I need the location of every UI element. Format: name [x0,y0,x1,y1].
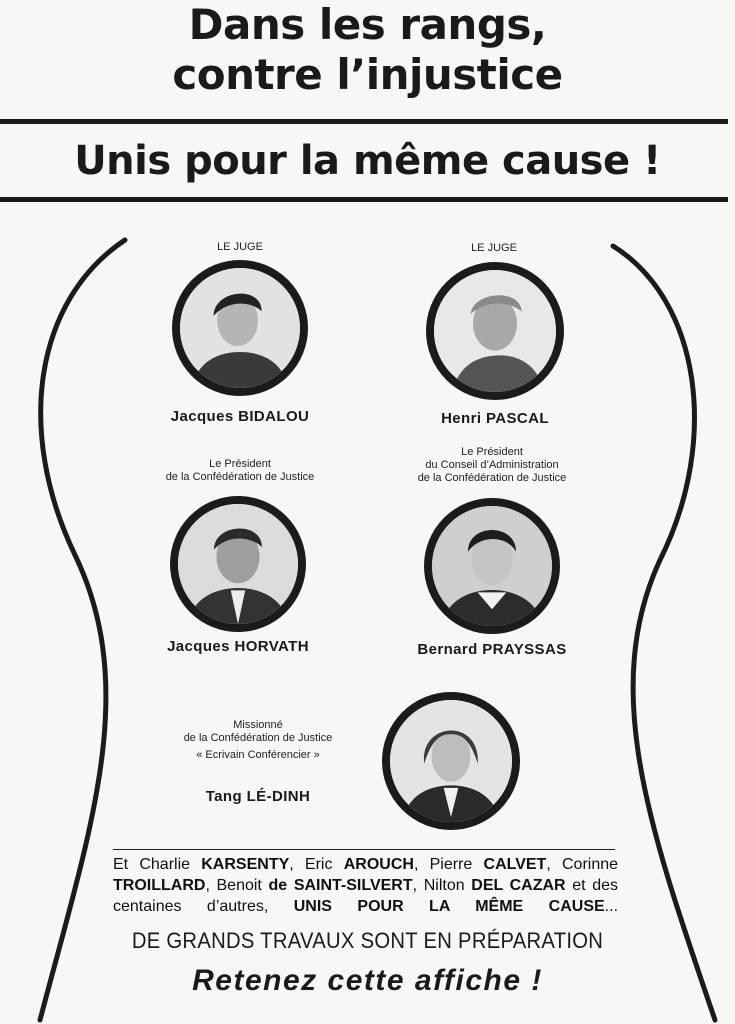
poster-title-line2: contre l’injustice [172,50,563,99]
poster-title-line1: Dans les rangs, [188,0,547,49]
person-silhouette-icon [178,504,298,624]
portrait-photo [170,496,306,632]
person-role: Missionné de la Confédération de Justice « Ecrivain Conférencier » [183,719,333,761]
supporters-paragraph: Et Charlie KARSENTY, Eric AROUCH, Pierre CALVET, Corinne TROILLARD, Benoit de SAINT-SILVERT, Nilton DEL CAZAR et des centaines d’autres, UNIS POUR LA MÊME CAUSE... [113,856,619,915]
announcement-text: DE GRANDS TRAVAUX SONT EN PRÉPARATION [131,928,604,953]
portrait-photo [426,262,564,400]
person-name: Bernard PRAYSSAS [417,641,567,658]
person-role: Le Président du Conseil d’Administration de la Confédération de Justice [417,446,567,484]
person-name: Jacques HORVATH [167,638,309,655]
portrait-photo [424,498,560,634]
person-name: Jacques BIDALOU [170,408,310,425]
call-to-action-text: Retenez cette affiche ! [192,964,543,997]
person-name: Henri PASCAL [441,410,549,427]
person-role: Le Président de la Confédération de Justice [165,458,315,483]
person-role: LE JUGE [471,242,517,254]
poster-subtitle: Unis pour la même cause ! [74,138,661,184]
person-role: LE JUGE [217,241,263,253]
person-silhouette-icon [390,700,512,822]
person-silhouette-icon [180,268,300,388]
portrait-photo [172,260,308,396]
person-silhouette-icon [434,270,556,392]
person-silhouette-icon [432,506,552,626]
footer-rule [113,849,615,850]
portrait-photo [382,692,520,830]
person-name: Tang LÉ-DINH [205,788,311,805]
